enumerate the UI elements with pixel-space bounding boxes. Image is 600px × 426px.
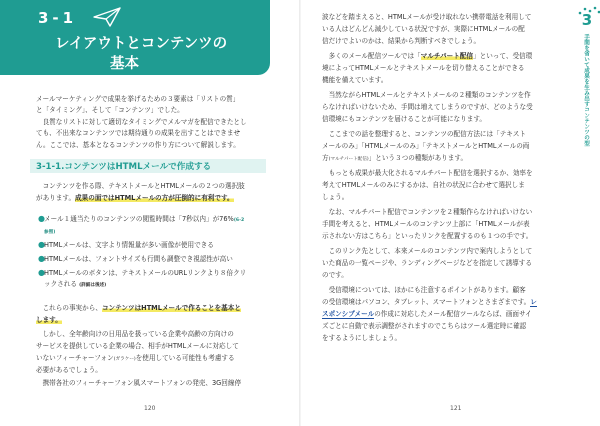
body-line: 良質なリストに対して適切なタイミングでメルマガを配信できたとし (36, 118, 247, 126)
highlighted-term: スポンシブメール (322, 310, 375, 318)
highlighted-term: レ (530, 298, 537, 306)
body-text: 方 (322, 154, 329, 162)
body-line: いた商品の一覧ページや、ランディングページなどを指定して誘導する (322, 259, 532, 267)
body-line: のです。 (322, 271, 348, 279)
right-page (300, 0, 600, 426)
body-line: 境によってHTMLメールとテキストメールを切り替えることができる (322, 64, 525, 72)
body-line: ても、不出来なコンテンツでは期待通りの成果を出すことはできませ (36, 129, 241, 137)
body-line: らなければいけないため、手間は増えてしまうのですが、どのような受 (322, 103, 533, 111)
body-line: しょう。 (322, 193, 349, 201)
inline-note: (ガラケー) (113, 357, 136, 362)
bullet-icon: ● (38, 268, 45, 277)
cross-reference: (6-2 (233, 218, 245, 223)
body-line: 手間を考えると、HTMLメールのコンテンツ上部に「HTMLメールが表 (322, 220, 530, 228)
bullet-continuation (44, 226, 55, 238)
paper-plane-icon (92, 5, 122, 29)
body-line (322, 309, 532, 319)
body-line (36, 303, 241, 313)
highlighted-text: コンテンツはHTMLメールで作ることを基本と (101, 304, 241, 312)
body-line: と「タイミング」、そして「コンテンツ」でした。 (36, 106, 184, 114)
highlighted-text: 成果の面ではHTMLメールの方が圧倒的に有利です。 (75, 194, 234, 202)
body-line (36, 193, 234, 203)
body-line (322, 51, 532, 61)
bullet-icon: ● (38, 254, 45, 263)
body-line: 考えてHTMLメールのみにするかは、自社の状況に合わせて選択しま (322, 181, 525, 189)
page-number: 120 (144, 405, 156, 412)
bullet-continuation (44, 279, 106, 291)
body-line: 信環境にもコンテンツを届けることが可能になります。 (322, 115, 486, 123)
section-title-line-1: レイアウトとコンテンツの (55, 36, 228, 52)
body-line: ズごとに自動で表示調整がされますのでこちらはツール選定時に確認 (322, 322, 527, 330)
bullet-text: ックされる (44, 280, 77, 288)
bullet-icon: ● (38, 240, 45, 249)
body-line: コンテンツを作る際、テキストメールとHTMLメールの２つの選択肢 (36, 182, 245, 190)
body-line: をするようにしましょう。 (322, 334, 402, 342)
body-text: の作成に対応したメール配信ツールならば、画面サイ (374, 310, 532, 318)
body-line: 当然ながらHTMLメールとテキストメールの２種類のコンテンツを作 (322, 91, 531, 99)
body-line: 受信環境については、ほかにも注意するポイントがあります。顧客 (322, 286, 526, 294)
body-line: 示されない方はこちら」といったリンクを配置するのも１つの手です。 (322, 232, 533, 240)
subsection-heading-text: 3-1-1.コンテンツはHTMLメールで作成する (36, 162, 212, 172)
bullet-note: (詳細は後述) (79, 283, 107, 288)
body-line: 信だけでよいのかは、結果から判断すべきでしょう。 (322, 37, 481, 45)
body-line: メールマーケティングで成果を挙げるための３要素は「リストの質」 (36, 95, 240, 103)
bullet-item: HTMLメールは、文字より情報量が多い画像が使用できる (44, 241, 214, 249)
bullet-item: HTMLメールは、フォントサイズも行間も調整でき視認性が高い (44, 255, 233, 263)
body-line: 必要があるでしょう。 (36, 366, 102, 374)
bullet-icon: ● (38, 214, 45, 223)
cross-reference: 参照) (44, 230, 56, 235)
section-header-box (0, 0, 270, 75)
body-text: を使用している可能性も考慮する (135, 354, 235, 362)
body-line: いる人はどんどん減少している状況ですが、実際にHTMLメールの配 (322, 25, 525, 33)
body-text: 多くのメール配信ツールでは「 (322, 52, 421, 60)
chapter-tab-title: 手間を省いて成果を生み出すコンテンツの型 (583, 34, 589, 146)
body-line: このリンク先として、本来メールのコンテンツ内で案内しようとして (322, 247, 533, 255)
body-line (36, 315, 62, 325)
body-line (322, 297, 537, 307)
body-line: しかし、全年齢向けの日用品を扱っている企業や高齢の方向けの (36, 330, 234, 338)
body-line: 携帯各社のフィーチャーフォン風スマートフォンの発売、3G回線停 (36, 379, 242, 387)
section-title-line-2: 基本 (110, 56, 139, 72)
highlighted-text: マルチパート配信 (420, 52, 474, 60)
page-number: 121 (450, 405, 462, 412)
body-line: 波などを踏まえると、HTMLメールが受け取れない携帯電話を利用して (322, 13, 532, 21)
body-line: ん。ここでは、基本となるコンテンツの作り方について解説します。 (36, 141, 240, 149)
highlighted-text: します。 (36, 316, 62, 324)
body-text: これらの事実から、 (36, 304, 102, 312)
body-line: なお、マルチパート配信でコンテンツを２種類作らなければいけない (322, 208, 533, 216)
chapter-tab-number: 3 (581, 11, 593, 29)
body-text: 」といって、受信環 (473, 52, 533, 60)
inline-note: (マルチパート配信) (328, 157, 369, 162)
body-text: いないフィーチャーフォン (36, 354, 114, 362)
body-line: 機能を備えています。 (322, 76, 388, 84)
section-number: 3-1 (38, 9, 78, 27)
body-text: の受信環境はパソコン、タブレット、スマートフォンとさまざまです。 (322, 298, 531, 306)
subsection-heading (30, 159, 266, 173)
body-line: もっとも成果が最大化されるマルチパート配信を選択するか、効率を (322, 169, 533, 177)
bullet-text: メール１通当たりのコンテンツの閲覧時間は「7秒以内」が76% (44, 215, 234, 223)
body-line: サービスを提供している企業の場合、相手がHTMLメールに対応して (36, 342, 239, 350)
body-line: メールのみ」「HTMLメールのみ」「テキストメールとHTMLメールの両 (322, 142, 530, 150)
body-line (322, 153, 467, 165)
body-line (36, 353, 235, 365)
bullet-item: HTMLメールのボタンは、テキストメールのURLリンクより８倍クリ (44, 269, 247, 277)
bullet-item (44, 214, 244, 226)
body-text: があります。 (36, 194, 76, 202)
body-text: 」という３つの種類があります。 (368, 154, 468, 162)
body-line: ここまでの話を整理すると、コンテンツの配信方法には「テキスト (322, 130, 526, 138)
